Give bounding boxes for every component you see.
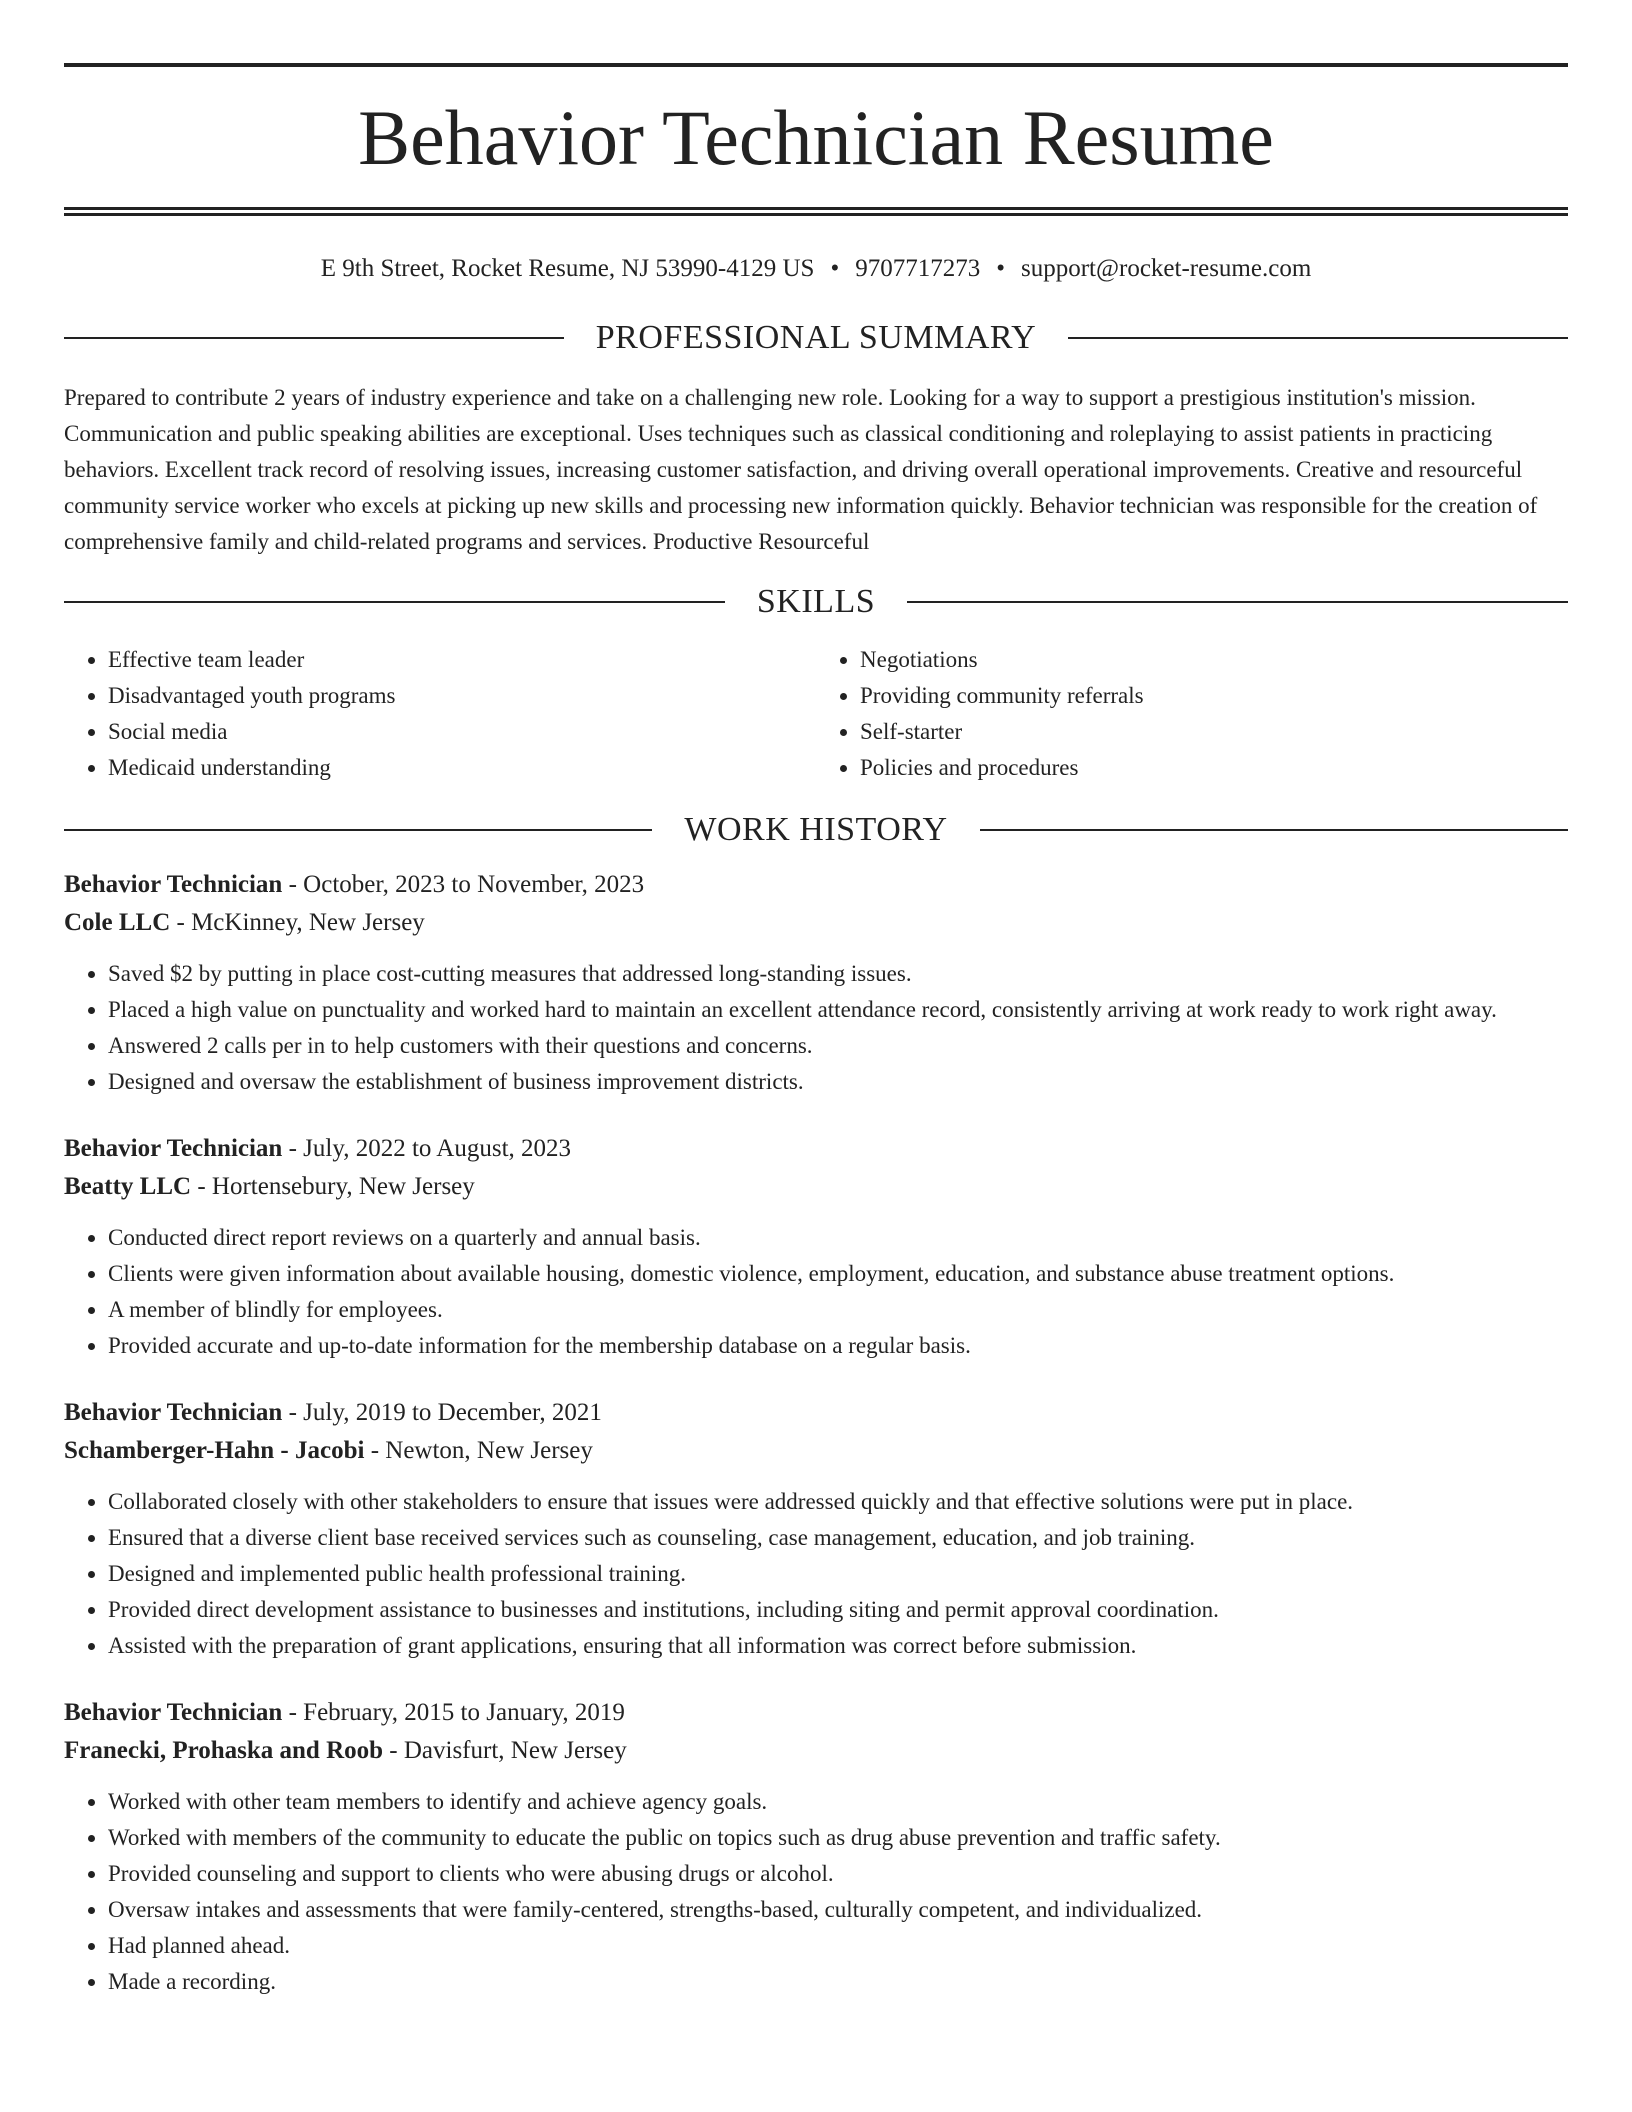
job-bullets: [64, 1220, 1568, 1364]
job-title: Behavior Technician: [64, 1699, 283, 1726]
job-bullet: • Answered 2 calls per in to help customers with their questions and concerns.: [108, 1028, 1568, 1064]
job-title-line: [64, 1694, 1568, 1732]
job-bullet: • Conducted direct report reviews on a quarterly and annual basis.: [108, 1220, 1568, 1256]
job-dates: - July, 2019 to December, 2021: [282, 1399, 602, 1426]
heading-rule-right: [1068, 337, 1568, 339]
section-title: PROFESSIONAL SUMMARY: [595, 319, 1037, 356]
skills-list: [64, 642, 1568, 786]
job-title: Behavior Technician: [64, 1135, 283, 1162]
section-heading-summary: [64, 318, 1568, 358]
job-company-line: [64, 1732, 1568, 1770]
job-bullet: • Designed and implemented public health professional training.: [108, 1556, 1568, 1592]
job-company-line: [64, 1168, 1568, 1206]
job-bullet: • Worked with members of the community to educate the public on topics such as drug abuse prevention and traffic safety.: [108, 1820, 1568, 1856]
job-bullet: • Provided accurate and up-to-date information for the membership database on a regular basis.: [108, 1328, 1568, 1364]
job-company: Cole LLC: [64, 909, 171, 936]
job-bullets: [64, 1484, 1568, 1664]
job-title: Behavior Technician: [64, 871, 283, 898]
job-bullet: • Collaborated closely with other stakeholders to ensure that issues were addressed quickly and that effective solutions were put in place.: [108, 1484, 1568, 1520]
job-bullet: • A member of blindly for employees.: [108, 1292, 1568, 1328]
job-dates: - October, 2023 to November, 2023: [282, 871, 645, 898]
job-bullet: • Placed a high value on punctuality and worked hard to maintain an excellent attendance record, consistently arriving at work ready to work right away.: [108, 992, 1568, 1028]
job-entry: [64, 1130, 1568, 1364]
skill-item: • Effective team leader: [108, 642, 816, 678]
contact-phone: 9707717273: [855, 255, 981, 282]
job-bullet: • Provided counseling and support to clients who were abusing drugs or alcohol.: [108, 1856, 1568, 1892]
heading-rule-left: [64, 829, 652, 831]
job-bullets: [64, 956, 1568, 1100]
section-heading-work: [64, 810, 1568, 850]
job-bullet: • Ensured that a diverse client base received services such as counseling, case management, education, and job training.: [108, 1520, 1568, 1556]
job-dates: - February, 2015 to January, 2019: [282, 1699, 625, 1726]
skill-item: • Social media: [108, 714, 816, 750]
job-company: Beatty LLC: [64, 1173, 192, 1200]
job-company: Franecki, Prohaska and Roob: [64, 1737, 384, 1764]
job-bullet: • Worked with other team members to identify and achieve agency goals.: [108, 1784, 1568, 1820]
job-bullet: • Saved $2 by putting in place cost-cutting measures that addressed long-standing issues.: [108, 956, 1568, 992]
job-bullet: • Provided direct development assistance to businesses and institutions, including siting and permit approval coordination.: [108, 1592, 1568, 1628]
job-entry: [64, 1394, 1568, 1664]
job-company: Schamberger-Hahn - Jacobi: [64, 1437, 365, 1464]
job-location: - Newton, New Jersey: [364, 1437, 593, 1464]
job-entry: [64, 1694, 1568, 2000]
job-bullet: • Oversaw intakes and assessments that were family-centered, strengths-based, culturally competent, and individualized.: [108, 1892, 1568, 1928]
contact-line: [64, 254, 1568, 284]
skill-item: • Self-starter: [860, 714, 1568, 750]
job-title-line: [64, 1130, 1568, 1168]
contact-separator: •: [830, 255, 840, 282]
job-bullet: • Clients were given information about available housing, domestic violence, employment, education, and substance abuse treatment options.: [108, 1256, 1568, 1292]
job-location: - McKinney, New Jersey: [170, 909, 425, 936]
skill-item: • Negotiations: [860, 642, 1568, 678]
job-bullets: [64, 1784, 1568, 2000]
job-company-line: [64, 1432, 1568, 1470]
section-title: SKILLS: [756, 583, 876, 620]
skill-item: • Policies and procedures: [860, 750, 1568, 786]
skill-item: • Providing community referrals: [860, 678, 1568, 714]
skills-column-left: [64, 642, 816, 786]
contact-email: support@rocket-resume.com: [1020, 255, 1312, 282]
resume-title: Behavior Technician Resume: [358, 94, 1274, 181]
job-title-line: [64, 866, 1568, 904]
section-heading-skills: [64, 582, 1568, 622]
heading-rule-right: [907, 601, 1568, 603]
skills-column-right: [816, 642, 1568, 786]
heading-rule-left: [64, 337, 564, 339]
section-title: WORK HISTORY: [684, 811, 948, 848]
contact-separator: •: [996, 255, 1005, 282]
job-bullet: • Designed and oversaw the establishment of business improvement districts.: [108, 1064, 1568, 1100]
job-location: - Hortensebury, New Jersey: [191, 1173, 475, 1200]
resume-content: [64, 0, 1568, 2000]
heading-rule-right: [980, 829, 1568, 831]
contact-address: E 9th Street, Rocket Resume, NJ 53990-4129 US: [320, 255, 815, 282]
heading-rule-left: [64, 601, 725, 603]
skill-item: • Disadvantaged youth programs: [108, 678, 816, 714]
work-history-list: [64, 866, 1568, 2000]
skill-item: • Medicaid understanding: [108, 750, 816, 786]
job-location: - Davisfurt, New Jersey: [383, 1737, 627, 1764]
summary-text: Prepared to contribute 2 years of industry experience and take on a challenging new role. Looking for a way to support a prestigious institution's mission. Communication and public speaking abilities are exceptional. Uses techniques such as classical conditioning and roleplaying to assist patients in practicing behaviors. Excellent track record of resolving issues, increasing customer satisfaction, and driving overall operational improvements. Creative and resourceful community service worker who excels at picking up new skills and processing new information quickly. Behavior technician was responsible for the creation of comprehensive family and child-related programs and services. Productive Resourceful: [64, 385, 1538, 554]
job-bullet: • Had planned ahead.: [108, 1928, 1568, 1964]
job-title-line: [64, 1394, 1568, 1432]
job-bullet: • Assisted with the preparation of grant applications, ensuring that all information was correct before submission.: [108, 1628, 1568, 1664]
job-title: Behavior Technician: [64, 1399, 283, 1426]
job-entry: [64, 866, 1568, 1100]
title-double-rule: [64, 207, 1568, 216]
job-dates: - July, 2022 to August, 2023: [282, 1135, 572, 1162]
job-bullet: • Made a recording.: [108, 1964, 1568, 2000]
job-company-line: [64, 904, 1568, 942]
